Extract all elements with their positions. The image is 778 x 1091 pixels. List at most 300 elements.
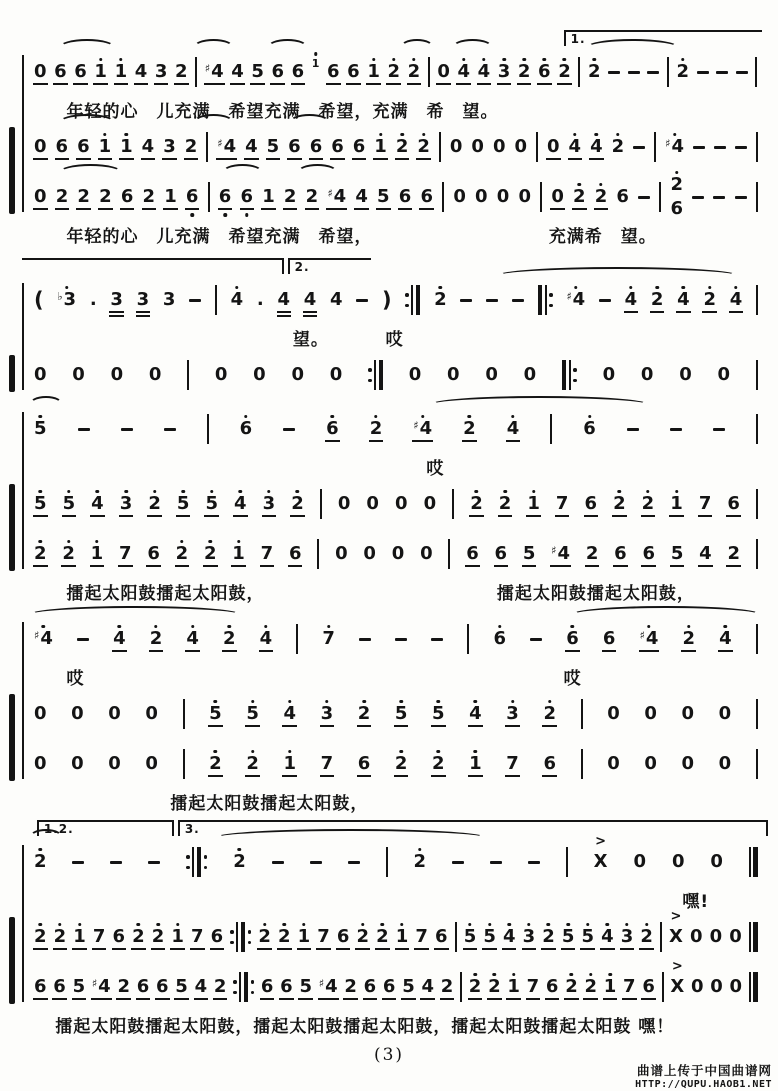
beam-underline (440, 998, 455, 1000)
beam-underline (203, 565, 218, 567)
note: 2 (77, 188, 90, 206)
octave-dot-above (400, 923, 404, 927)
note: 1 (312, 58, 320, 69)
beam-underline (366, 83, 381, 85)
note: 7 (119, 545, 132, 563)
octave-dot-below (223, 213, 227, 217)
page-number: (3) (373, 1045, 405, 1065)
octave-dot-above (95, 540, 99, 544)
beam-underline (120, 208, 135, 210)
octave-dot-above (153, 490, 157, 494)
note: 2 (376, 928, 389, 946)
note: 6 (74, 63, 87, 81)
octave-dot-above (331, 415, 335, 419)
beam-underline (119, 515, 134, 517)
slur-arc (193, 39, 234, 56)
beam-underline (92, 948, 107, 950)
beam-underline (218, 208, 233, 210)
slur-arc (59, 39, 115, 56)
note: 2 (175, 63, 188, 81)
note: 4 (91, 495, 104, 513)
beam-underline (318, 998, 339, 1000)
note: 6 (241, 188, 254, 206)
lyric-text: 充满希 望。 (548, 227, 657, 247)
beam-underline (257, 948, 272, 950)
note: 6 (495, 545, 508, 563)
notation-line (22, 529, 764, 579)
beam-underline (305, 208, 320, 210)
dash-sustain (714, 146, 726, 149)
dash-sustain (78, 428, 90, 431)
note: 0 (679, 364, 692, 385)
octave-dot-above (156, 923, 160, 927)
octave-dot-above (235, 286, 239, 290)
beam-underline (373, 158, 388, 160)
dash-sustain (460, 299, 472, 302)
octave-dot-above (608, 973, 612, 977)
note: 6 (493, 630, 506, 648)
beam-underline (354, 208, 369, 210)
beam-underline (222, 650, 237, 652)
note: 6 (54, 63, 67, 81)
beam-underline (290, 515, 305, 517)
note: 0 (633, 851, 647, 872)
note: 2 (387, 63, 400, 81)
beam-underline (497, 83, 512, 85)
note: 1 (367, 63, 380, 81)
octave-dot-above (399, 700, 403, 704)
note: 2 (306, 188, 319, 206)
note: 2 (588, 63, 601, 81)
beam-underline (73, 83, 88, 85)
beam-underline (147, 515, 162, 517)
note: 7 (93, 928, 106, 946)
beam-underline (376, 208, 391, 210)
dash-sustain (310, 861, 322, 864)
beam-underline (420, 998, 435, 1000)
beam-underline (419, 208, 434, 210)
octave-dot-above (39, 490, 43, 494)
note: 5 (205, 495, 218, 513)
slur-arc (215, 829, 486, 846)
note: 6 (347, 63, 360, 81)
beam-underline (594, 208, 609, 210)
note: ♯4 (34, 630, 53, 648)
slur-arc (267, 39, 308, 56)
note: 3 (110, 291, 123, 309)
notation-line (22, 47, 764, 97)
beam-underline (526, 998, 541, 1000)
note: 2 (291, 495, 304, 513)
beam-underline (146, 565, 161, 567)
notation-line (22, 909, 764, 962)
octave-dot-above (296, 490, 300, 494)
beam-underline (230, 83, 245, 85)
note: 6 (56, 138, 69, 156)
note: 5 (63, 495, 76, 513)
note: 0 (253, 364, 266, 385)
note: 6 (466, 545, 479, 563)
beam-underline (245, 725, 260, 727)
dash-sustain (628, 71, 640, 74)
chord-stack (670, 176, 683, 218)
beam-underline (336, 948, 351, 950)
beam-underline (580, 948, 595, 950)
octave-dot-above (474, 700, 478, 704)
note: 3 (163, 138, 176, 156)
dash-sustain (697, 71, 709, 74)
note: 2 (152, 928, 165, 946)
octave-dot-above (578, 183, 582, 187)
beam-underline (190, 948, 205, 950)
beam-underline (112, 948, 127, 950)
note: 3 (263, 495, 276, 513)
note: 4 (730, 291, 743, 309)
octave-dot-above (362, 700, 366, 704)
note: 4 (478, 63, 491, 81)
dash-sustain (164, 428, 176, 431)
octave-dot-above (379, 133, 383, 137)
accidental-icon: ♯ (327, 187, 333, 200)
note: 0 (363, 543, 376, 564)
octave-dot-above (675, 490, 679, 494)
barline (566, 847, 568, 877)
note: 2 (727, 545, 740, 563)
octave-dot-above (503, 490, 507, 494)
octave-dot-above (421, 415, 425, 419)
note: 5 (209, 705, 222, 723)
note: 4 (469, 705, 482, 723)
beam-underline (468, 775, 483, 777)
beam-underline (131, 948, 146, 950)
beam-underline (279, 998, 294, 1000)
beam-underline (185, 208, 200, 210)
beam-underline (612, 515, 627, 517)
barline (442, 182, 444, 212)
octave-dot-above (589, 973, 593, 977)
note: 6 (538, 63, 551, 81)
note: 2 (613, 495, 626, 513)
barline (405, 285, 420, 315)
beam-underline (270, 83, 285, 85)
beam-underline (670, 565, 685, 567)
note: 0 (408, 364, 422, 385)
beam-underline (603, 998, 618, 1000)
note: 5 (34, 420, 47, 438)
beam-underline (244, 158, 259, 160)
beam-underline (572, 208, 587, 210)
note: ♯4 (640, 630, 659, 648)
note: 2 (143, 188, 156, 206)
lyric-text: 擂起太阳鼓擂起太阳鼓， (496, 584, 695, 604)
beam-underline (407, 83, 422, 85)
octave-dot-above (180, 540, 184, 544)
octave-dot-above (586, 923, 590, 927)
note: 0 (329, 364, 343, 385)
beam-underline (395, 948, 410, 950)
note: 2 (558, 63, 571, 81)
note: 2 (640, 928, 653, 946)
note: 6 (280, 978, 293, 996)
note: 4 (113, 630, 126, 648)
accidental-icon: ♯ (34, 629, 40, 642)
barline (756, 624, 758, 654)
octave-dot-above (532, 490, 536, 494)
dash-sustain (356, 299, 368, 302)
note: 0 (607, 703, 620, 724)
staff-brace (9, 127, 15, 214)
note: 0 (518, 186, 531, 207)
octave-dot-above (237, 540, 241, 544)
note: 0 (291, 364, 304, 385)
note: 4 (590, 138, 603, 156)
note: 0 (148, 364, 162, 385)
beam-underline (343, 998, 358, 1000)
watermark-url: HTTP://QUPU.HAOB1.NET (635, 1079, 772, 1090)
duration-dot: . (89, 289, 97, 310)
octave-dot-above (67, 490, 71, 494)
beam-underline (330, 158, 345, 160)
note: 6 (399, 188, 412, 206)
octave-dot-above (595, 133, 599, 137)
dash-sustain (736, 71, 748, 74)
lyric-text: 哎 (563, 669, 582, 689)
note: ♯4 (205, 63, 224, 81)
beam-underline (613, 565, 628, 567)
octave-dot-above (137, 923, 141, 927)
barline (467, 624, 469, 654)
beam-underline (90, 515, 105, 517)
note: 6 (727, 495, 740, 513)
dash-sustain (633, 146, 645, 149)
slur-arc (222, 164, 263, 181)
note: 5 (175, 978, 188, 996)
slur-arc (430, 396, 649, 413)
note: ♯4 (217, 138, 236, 156)
beam-underline (262, 515, 277, 517)
note: 1 (527, 495, 540, 513)
note: 5 (562, 928, 575, 946)
lyric-text: 嘿! (682, 892, 710, 912)
note: 1 (99, 138, 112, 156)
note: 2 (396, 138, 409, 156)
octave-dot-above (78, 923, 82, 927)
barline (756, 132, 758, 162)
note: 4 (457, 63, 470, 81)
beam-underline (394, 725, 409, 727)
dash-sustain (121, 428, 133, 431)
note: 0 (34, 364, 47, 385)
note: 0 (496, 186, 510, 207)
note: 2 (117, 978, 130, 996)
dash-sustain (530, 638, 542, 641)
beam-underline (136, 998, 151, 1000)
barline (448, 539, 450, 569)
dash-sustain (359, 638, 371, 641)
octave-dot-below (245, 213, 249, 217)
note: 0 (449, 136, 463, 157)
volta-bracket: 3. (178, 820, 768, 836)
note: 0 (447, 364, 460, 385)
lyrics-line (22, 222, 764, 247)
octave-dot-above (493, 973, 497, 977)
note: 2 (595, 188, 608, 206)
note: 0 (602, 364, 616, 385)
note: 2 (223, 630, 236, 648)
note: 1 (507, 978, 520, 996)
slur-arc (586, 39, 679, 56)
octave-dot-above (570, 973, 574, 977)
octave-dot-above (67, 540, 71, 544)
dash-sustain (735, 196, 747, 199)
beam-underline (506, 998, 521, 1000)
system-barline (22, 622, 24, 779)
octave-dot-above (625, 923, 629, 927)
dash-sustain (283, 428, 295, 431)
note: 2 (651, 291, 664, 309)
octave-dot-above (381, 923, 385, 927)
octave-dot-above (267, 490, 271, 494)
note: 2 (670, 176, 683, 194)
octave-dot-above (251, 700, 255, 704)
beam-underline (326, 83, 341, 85)
note: 2 (642, 495, 655, 513)
note: 2 (408, 63, 421, 81)
barline (195, 57, 197, 87)
barline (756, 360, 758, 390)
notation-line (22, 479, 764, 529)
note: 0 (71, 753, 84, 774)
octave-dot-above (39, 415, 43, 419)
note: 0 (145, 703, 158, 724)
beam-underline (624, 311, 639, 313)
beam-underline (564, 998, 579, 1000)
octave-dot-above (606, 923, 610, 927)
octave-dot-above (462, 58, 466, 62)
note: 1 (91, 545, 104, 563)
octave-dot-above (687, 625, 691, 629)
note: 2 (176, 545, 189, 563)
octave-dot-above (374, 415, 378, 419)
note: 6 (331, 138, 344, 156)
slur-arc (29, 606, 241, 623)
beam-underline (502, 948, 517, 950)
watermark-credit: 曲谱上传于中国曲谱网 (636, 1063, 772, 1078)
note: 6 (353, 138, 366, 156)
note: 1 (604, 978, 617, 996)
lyric-text: 擂起太阳鼓擂起太阳鼓， (170, 794, 369, 814)
beam-underline (316, 948, 331, 950)
beam-underline (260, 998, 275, 1000)
note: 6 (327, 63, 340, 81)
note: 2 (573, 188, 586, 206)
beam-underline (174, 998, 189, 1000)
note: 6 (435, 928, 448, 946)
beam-underline (600, 948, 615, 950)
note: 0 (34, 63, 47, 81)
beam-underline (185, 650, 200, 652)
note: X > (593, 834, 608, 872)
note: 7 (506, 755, 519, 773)
barline (667, 57, 669, 87)
beam-underline (585, 565, 600, 567)
octave-dot-above (39, 923, 43, 927)
beam-underline (537, 83, 552, 85)
beam-underline (231, 565, 246, 567)
octave-dot-above (734, 286, 738, 290)
lyrics-line (22, 789, 764, 814)
octave-dot-above (527, 923, 531, 927)
octave-dot-above (99, 58, 103, 62)
beam-underline (542, 725, 557, 727)
note: 6 (546, 978, 559, 996)
note: 6 (364, 978, 377, 996)
slur-arc (59, 164, 122, 181)
beam-underline (176, 515, 191, 517)
beam-underline (401, 998, 416, 1000)
octave-dot-above (468, 923, 472, 927)
octave-dot-above (314, 52, 318, 56)
note: 4 (507, 420, 520, 438)
beam-underline (555, 515, 570, 517)
barline (581, 699, 583, 729)
note: ♯4 (92, 978, 111, 996)
note: 7 (556, 495, 569, 513)
note: 6 (326, 420, 339, 438)
note: 6 (358, 755, 371, 773)
dash-sustain (148, 861, 160, 864)
barline (660, 922, 662, 952)
note: 0 (394, 493, 408, 514)
note: 0 (729, 976, 743, 997)
beam-underline (352, 158, 367, 160)
lyrics-line (22, 325, 764, 350)
note: 1 (232, 545, 245, 563)
note: 5 (377, 188, 390, 206)
beam-underline (641, 515, 656, 517)
octave-dot-above (263, 923, 267, 927)
note: 7 (191, 928, 204, 946)
barline (206, 132, 208, 162)
note: 6 (614, 545, 627, 563)
note: 6 (156, 978, 169, 996)
beam-underline (468, 725, 483, 727)
octave-dot-above (522, 58, 526, 62)
note: 4 (186, 630, 199, 648)
dash-sustain (693, 146, 705, 149)
note: ♯4 (319, 978, 338, 996)
note: 0 (110, 364, 124, 385)
note: 2 (356, 928, 369, 946)
note: 6 (113, 928, 126, 946)
note: ♯4 (413, 420, 432, 438)
barline (581, 749, 583, 779)
beam-underline (469, 515, 484, 517)
beam-underline (33, 158, 48, 160)
octave-dot-above (124, 490, 128, 494)
octave-dot-above (399, 750, 403, 754)
staff-brace (9, 484, 15, 571)
dash-sustain (608, 71, 620, 74)
octave-dot-above (228, 625, 232, 629)
note: 1 (73, 928, 86, 946)
note: 2 (284, 188, 297, 206)
note: 4 (283, 705, 296, 723)
octave-dot-above (125, 133, 129, 137)
system-barline (22, 412, 24, 569)
slur-arc (452, 39, 493, 56)
note: 6 (186, 188, 199, 206)
